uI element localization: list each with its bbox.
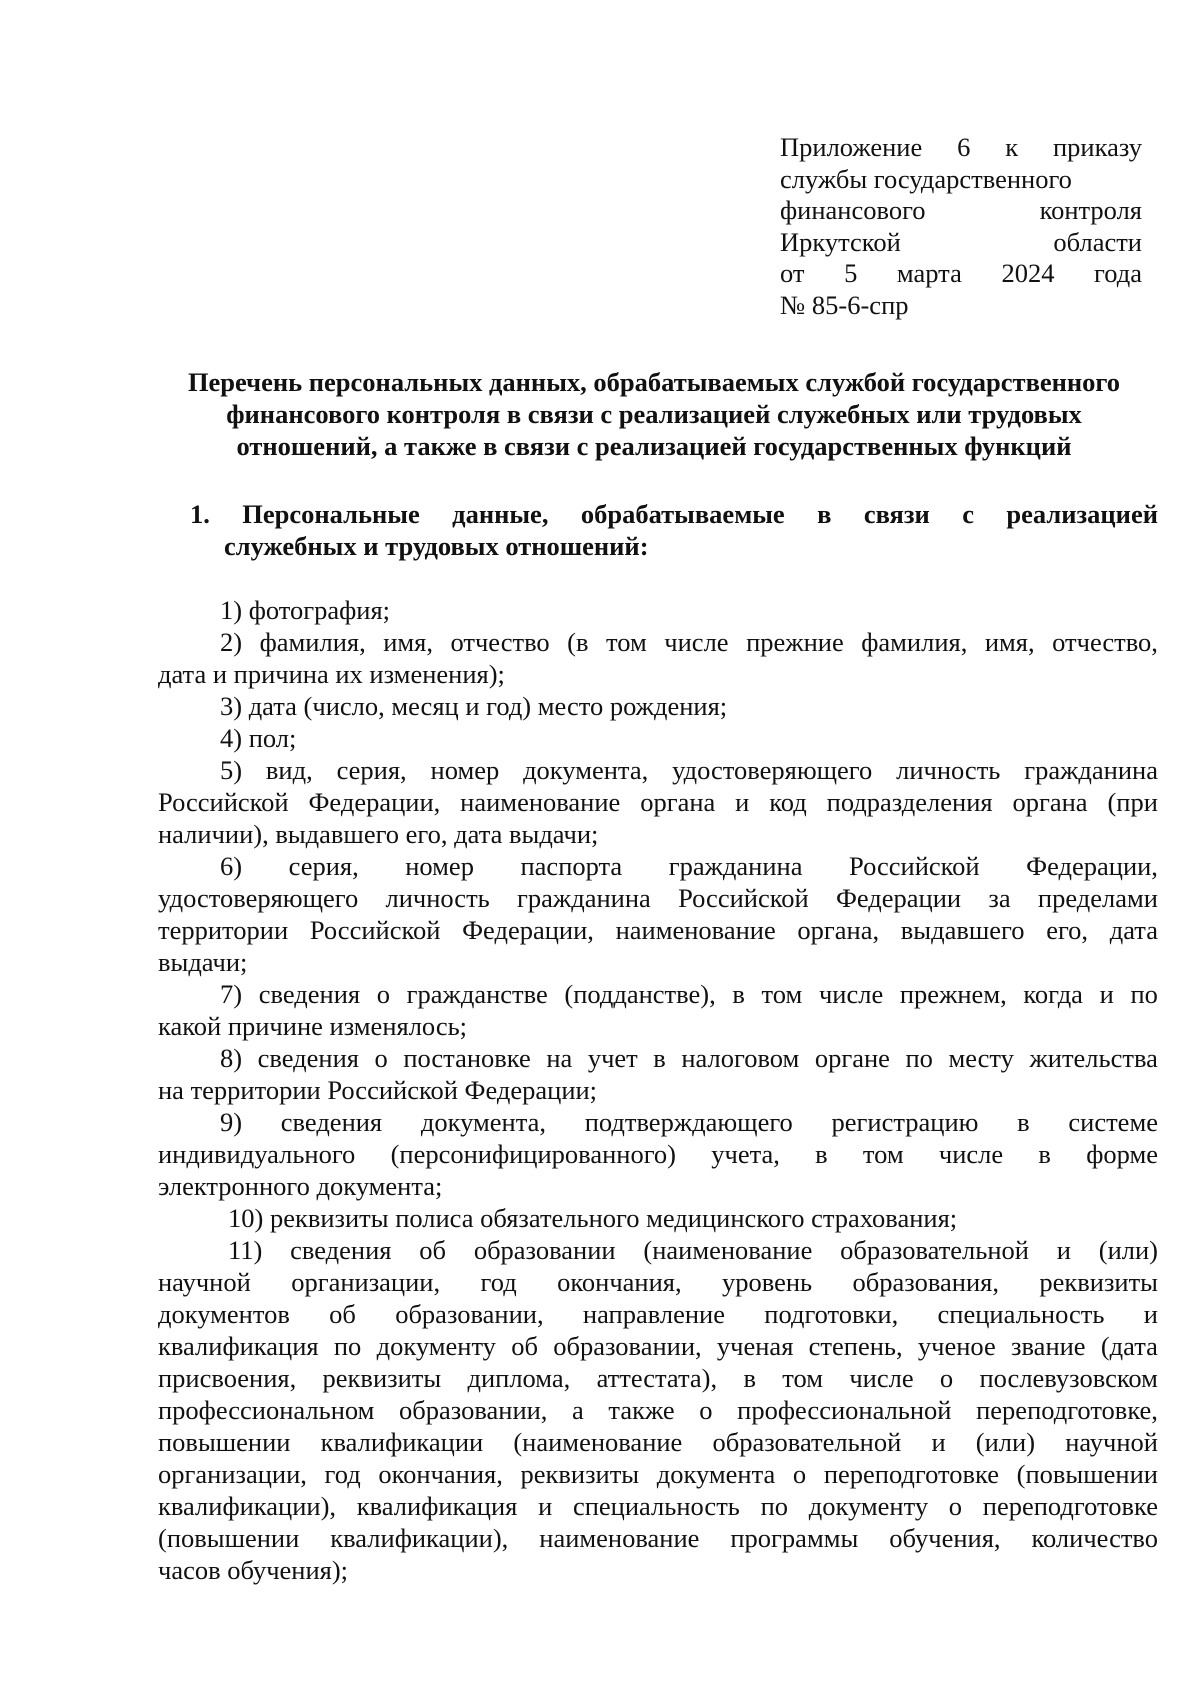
appendix-line-3: финансового контроля — [780, 195, 1142, 225]
appendix-line-1: Приложение 6 к приказу — [780, 132, 1142, 162]
body-line: 1) фотография; — [220, 595, 391, 625]
document-title — [150, 366, 1158, 462]
body-line: 2) фамилия, имя, отчество (в том числе прежние фамилия, имя, отчество, — [220, 627, 1158, 657]
body-line: 7) сведения о гражданстве (подданстве), в том числе прежнем, когда и по — [220, 979, 1158, 1009]
appendix-line-6: № 85-6-спр — [780, 289, 909, 320]
title-line: финансового контроля в связи с реализацией служебных или трудовых — [226, 399, 1082, 429]
body-line: организации, год окончания, реквизиты документа о переподготовке (повышении — [158, 1459, 1158, 1489]
section-heading — [190, 498, 1158, 562]
section-heading-line-2: служебных и трудовых отношений: — [224, 531, 649, 561]
appendix-block — [780, 132, 1142, 321]
body-line: индивидуального (персонифицированного) учета, в том числе в форме — [158, 1139, 1158, 1169]
body-line: профессиональном образовании, а также о профессиональной переподготовке, — [158, 1395, 1158, 1425]
body-line: документов об образовании, направление подготовки, специальность и — [158, 1299, 1158, 1329]
appendix-line-4: Иркутской области — [780, 226, 1142, 257]
body-line: 8) сведения о постановке на учет в налоговом органе по месту жительства — [220, 1043, 1158, 1073]
body-line: 10) реквизиты полиса обязательного медицинского страхования; — [228, 1203, 958, 1233]
body-line: удостоверяющего личность гражданина Российской Федерации за пределами — [158, 883, 1158, 913]
body-line: электронного документа; — [158, 1171, 443, 1201]
body-line: 3) дата (число, месяц и год) место рождения; — [220, 691, 728, 721]
body-line: квалификации), квалификация и специальность по документу о переподготовке — [158, 1491, 1158, 1521]
body-line: территории Российской Федерации, наименование органа, выдавшего его, дата — [158, 915, 1158, 945]
body-line: 5) вид, серия, номер документа, удостоверяющего личность гражданина — [220, 755, 1158, 785]
body-line: наличии), выдавшего его, дата выдачи; — [158, 819, 599, 849]
title-line: отношений, а также в связи с реализацией государственных функций — [236, 431, 1072, 461]
body-line: на территории Российской Федерации; — [158, 1075, 598, 1105]
body-line: какой причине изменялось; — [158, 1011, 468, 1041]
body-line: повышении квалификации (наименование образовательной и (или) научной — [158, 1427, 1158, 1457]
body-line: 6) серия, номер паспорта гражданина Российской Федерации, — [220, 851, 1158, 881]
body-line: дата и причина их изменения); — [158, 659, 505, 689]
title-line: Перечень персональных данных, обрабатываемых службой государственного — [187, 367, 1121, 397]
body-line: квалификация по документу об образовании, ученая степень, ученое звание (дата — [158, 1331, 1158, 1361]
body-line: присвоения, реквизиты диплома, аттестата), в том числе о послевузовском — [158, 1363, 1158, 1393]
document-body — [158, 594, 1158, 1586]
body-line: часов обучения); — [158, 1555, 349, 1585]
body-line: 4) пол; — [220, 723, 297, 753]
appendix-line-2: службы государственного — [780, 163, 1072, 194]
body-line: (повышении квалификации), наименование программы обучения, количество — [158, 1523, 1158, 1553]
appendix-line-5: от 5 марта 2024 года — [780, 258, 1142, 288]
body-line: научной организации, год окончания, уровень образования, реквизиты — [158, 1267, 1158, 1297]
body-line: выдачи; — [158, 947, 248, 977]
body-line: Российской Федерации, наименование органа и код подразделения органа (при — [158, 787, 1158, 817]
section-heading-line-1: 1. Персональные данные, обрабатываемые в связи с реализацией — [190, 499, 1158, 529]
body-line: 9) сведения документа, подтверждающего регистрацию в системе — [220, 1107, 1158, 1137]
body-line: 11) сведения об образовании (наименование образовательной и (или) — [228, 1235, 1158, 1265]
